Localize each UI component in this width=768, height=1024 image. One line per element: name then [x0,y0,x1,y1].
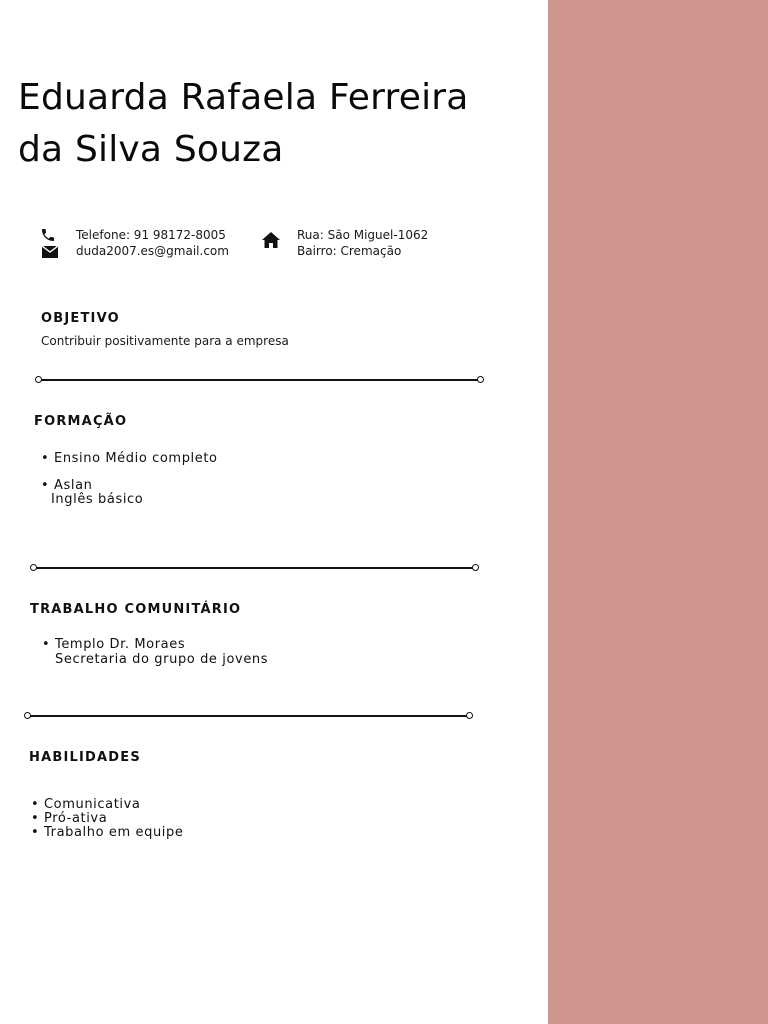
list-item: • Templo Dr. Moraes [42,637,186,652]
phone-text: Telefone: 91 98172-8005 [76,228,226,242]
formacao-list-2 [41,479,143,507]
full-name [18,72,538,176]
list-item: • Trabalho em equipe [31,825,184,840]
divider-3 [30,715,467,717]
formacao-heading: FORMAÇÃO [34,414,128,429]
divider-1 [41,379,478,381]
habilidades-list [31,798,183,840]
street-text: Rua: São Miguel-1062 [297,228,429,242]
list-item: • Ensino Médio completo [41,451,218,466]
list-item: • Pró-ativa [31,811,108,826]
trabalho-list [42,638,268,667]
name-line-1: Eduarda Rafaela Ferreira [18,77,469,118]
formacao-list [41,452,218,466]
list-item: Inglês básico [51,492,144,507]
home-icon [262,232,280,248]
trabalho-heading: TRABALHO COMUNITÁRIO [30,602,242,617]
email-text: duda2007.es@gmail.com [76,244,229,258]
list-item: Secretaria do grupo de jovens [55,652,269,667]
address-block [297,227,428,259]
mail-icon [42,246,58,258]
district-text: Bairro: Cremação [297,244,402,258]
list-item: • Comunicativa [31,797,141,812]
divider-2 [36,567,473,569]
habilidades-heading: HABILIDADES [29,750,141,765]
list-item: • Aslan [41,478,93,493]
phone-icon [40,226,56,244]
objetivo-heading: OBJETIVO [41,311,120,326]
objetivo-text: Contribuir positivamente para a empresa [41,334,289,348]
name-line-2: da Silva Souza [18,129,284,170]
side-color-band [548,0,768,1024]
phone-email-block [76,227,229,259]
